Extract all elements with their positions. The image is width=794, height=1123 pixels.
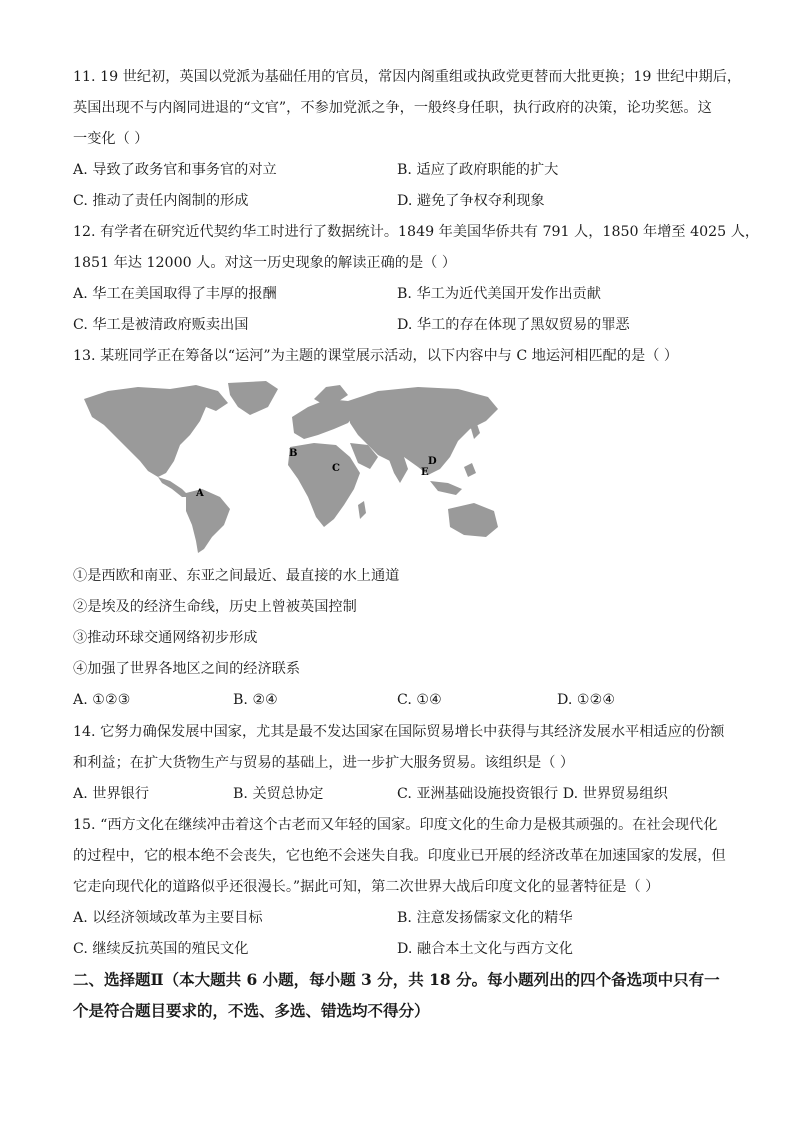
q13-statement-2: ②是埃及的经济生命线，历史上曾被英国控制: [73, 599, 357, 615]
q15-option-c[interactable]: C. 继续反抗英国的殖民文化: [73, 941, 249, 957]
q12-stem-line-2: 1851 年达 12000 人。对这一历史现象的解读正确的是（ ）: [73, 255, 457, 271]
world-map-image: [78, 377, 502, 555]
q11-stem-line-1: 11. 19 世纪初，英国以党派为基础任用的官员，常因内阁重组或执政党更替而大批更换；19 世纪中期后，: [73, 69, 742, 85]
q15-option-d[interactable]: D. 融合本土文化与西方文化: [397, 941, 573, 957]
q13-option-a[interactable]: A. ①②③: [73, 692, 131, 708]
q13-statement-1: ①是西欧和南亚、东亚之间最近、最直接的水上通道: [73, 568, 400, 584]
q12-option-a[interactable]: A. 华工在美国取得了丰厚的报酬: [73, 286, 277, 302]
q15-stem-line-3: 它走向现代化的道路似乎还很漫长。”据此可知，第二次世界大战后印度文化的显著特征是（ ）: [73, 879, 660, 895]
q12-option-d[interactable]: D. 华工的存在体现了黑奴贸易的罪恶: [397, 317, 630, 333]
q12-stem-line-1: 12. 有学者在研究近代契约华工时进行了数据统计。1849 年美国华侨共有 791 人，1850 年增至 4025 人，: [73, 224, 760, 240]
q11-stem-line-2: 英国出现不与内阁同进退的“文官”，不参加党派之争，一般终身任职，执行政府的决策，论功奖惩。这: [73, 100, 712, 116]
q14-option-a[interactable]: A. 世界银行: [73, 786, 150, 802]
q13-option-c[interactable]: C. ①④: [397, 692, 442, 708]
q14-option-b[interactable]: B. 关贸总协定: [233, 786, 324, 802]
section2-heading-line-1: 二、选择题Ⅱ（本大题共 6 小题，每小题 3 分，共 18 分。每小题列出的四个备选项中只有一: [73, 970, 720, 989]
q11-stem-line-3: 一变化（ ）: [73, 131, 149, 147]
q12-option-b[interactable]: B. 华工为近代美国开发作出贡献: [397, 286, 601, 302]
q13-option-d[interactable]: D. ①②④: [557, 692, 616, 708]
q11-option-c[interactable]: C. 推动了责任内阁制的形成: [73, 193, 249, 209]
section2-heading-line-2: 个是符合题目要求的，不选、多选、错选均不得分）: [73, 1001, 430, 1020]
q13-option-b[interactable]: B. ②④: [233, 692, 278, 708]
q13-stem-line-1: 13. 某班同学正在筹备以“运河”为主题的课堂展示活动，以下内容中与 C 地运河相匹配的是（ ）: [73, 348, 679, 364]
world-map: [78, 377, 502, 555]
q12-option-c[interactable]: C. 华工是被清政府贩卖出国: [73, 317, 249, 333]
q11-option-a[interactable]: A. 导致了政务官和事务官的对立: [73, 162, 277, 178]
q13-statement-3: ③推动环球交通网络初步形成: [73, 630, 258, 646]
q15-stem-line-2: 的过程中，它的根本绝不会丧失，它也绝不会迷失自我。印度业已开展的经济改革在加速国家的发展，但: [73, 848, 726, 864]
q14-stem-line-2: 和利益；在扩大货物生产与贸易的基础上，进一步扩大服务贸易。该组织是（ ）: [73, 755, 575, 771]
map-label-c: C: [332, 463, 340, 474]
map-label-a: A: [196, 488, 204, 499]
q11-option-d[interactable]: D. 避免了争权夺利现象: [397, 193, 545, 209]
q15-stem-line-1: 15. “西方文化在继续冲击着这个古老而又年轻的国家。印度文化的生命力是极其顽强的。在社会现代化: [73, 817, 718, 833]
q14-option-c-d[interactable]: C. 亚洲基础设施投资银行 D. 世界贸易组织: [397, 786, 668, 802]
q14-stem-line-1: 14. 它努力确保发展中国家，尤其是最不发达国家在国际贸易增长中获得与其经济发展水平相适应的份额: [73, 724, 725, 740]
q15-option-b[interactable]: B. 注意发扬儒家文化的精华: [397, 910, 573, 926]
map-label-d: D: [428, 456, 437, 467]
map-label-e: E: [421, 467, 429, 478]
q13-statement-4: ④加强了世界各地区之间的经济联系: [73, 661, 301, 677]
map-label-b: B: [289, 448, 298, 459]
q11-option-b[interactable]: B. 适应了政府职能的扩大: [397, 162, 559, 178]
q15-option-a[interactable]: A. 以经济领域改革为主要目标: [73, 910, 263, 926]
